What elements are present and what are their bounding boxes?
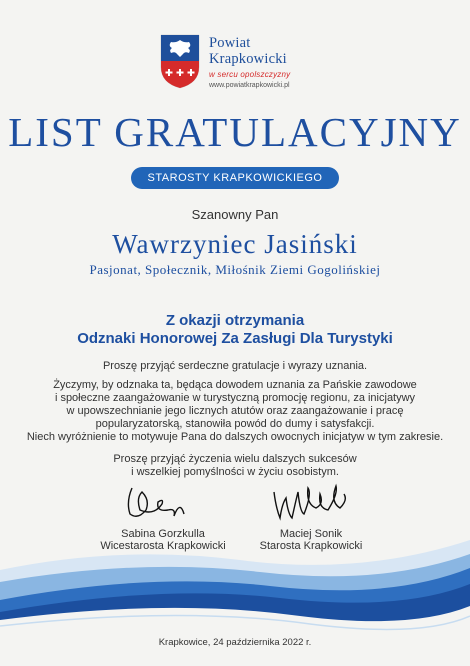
signatory-1-role: Wicestarosta Krapkowicki	[100, 540, 226, 552]
logo-text-krapkowicki: Krapkowicki	[209, 51, 287, 67]
signature-starost	[268, 474, 352, 530]
body-line: Niech wyróżnienie to motywuje Pana do dalszych owocnych inicjatyw w tym zakresie.	[26, 431, 444, 443]
body-paragraph-2	[0, 379, 470, 444]
body-paragraph-3	[0, 453, 470, 479]
signatory-2-role: Starosta Krapkowicki	[259, 540, 363, 552]
place-and-date: Krapkowice, 24 października 2022 r.	[158, 637, 312, 648]
body-line: i społeczne zaangażowanie w turystyczną promocję regionu, za inicjatywy	[54, 392, 416, 404]
salutation: Szanowny Pan	[191, 207, 279, 222]
body-line: popularyzatorską, stanowiła powód do dumy i satysfakcji.	[95, 418, 375, 430]
logo-text-powiat: Powiat	[209, 35, 251, 51]
occasion-line-2: Odznaki Honorowej Za Zasługi Dla Turystyki	[77, 330, 393, 347]
body-line: i wszelkiej pomyślności w życiu osobistym.	[131, 466, 339, 478]
document-title: LIST GRATULACYJNY	[8, 109, 462, 155]
body-line: Proszę przyjąć życzenia wielu dalszych sukcesów	[113, 453, 357, 465]
body-paragraph-1: Proszę przyjąć serdeczne gratulacje i wyrazy uznania.	[102, 360, 368, 372]
body-line: w upowszechnianie jego licznych atutów oraz zaangażowanie i pracę	[66, 405, 404, 417]
signatory-1-name: Sabina Gorzkulla	[121, 528, 205, 540]
logo-url: www.powiatkrapkowicki.pl	[209, 82, 290, 89]
issuer-ribbon: STAROSTY KRAPKOWICKIEGO	[131, 167, 339, 189]
occasion-line-1: Z okazji otrzymania	[165, 312, 305, 329]
signature-vice-starost	[120, 480, 190, 526]
county-coat-of-arms-icon	[159, 33, 201, 89]
county-logo	[159, 33, 319, 93]
body-line: Życzymy, by odznaka ta, będąca dowodem uznania za Pańskie zawodowe	[53, 379, 417, 391]
signatory-2-name: Maciej Sonik	[279, 528, 343, 540]
recipient-epithet: Pasjonat, Społecznik, Miłośnik Ziemi Gogolińskiej	[89, 262, 381, 277]
logo-tagline: w sercu opolszczyzny	[209, 70, 291, 79]
recipient-name: Wawrzyniec Jasiński	[112, 229, 358, 259]
